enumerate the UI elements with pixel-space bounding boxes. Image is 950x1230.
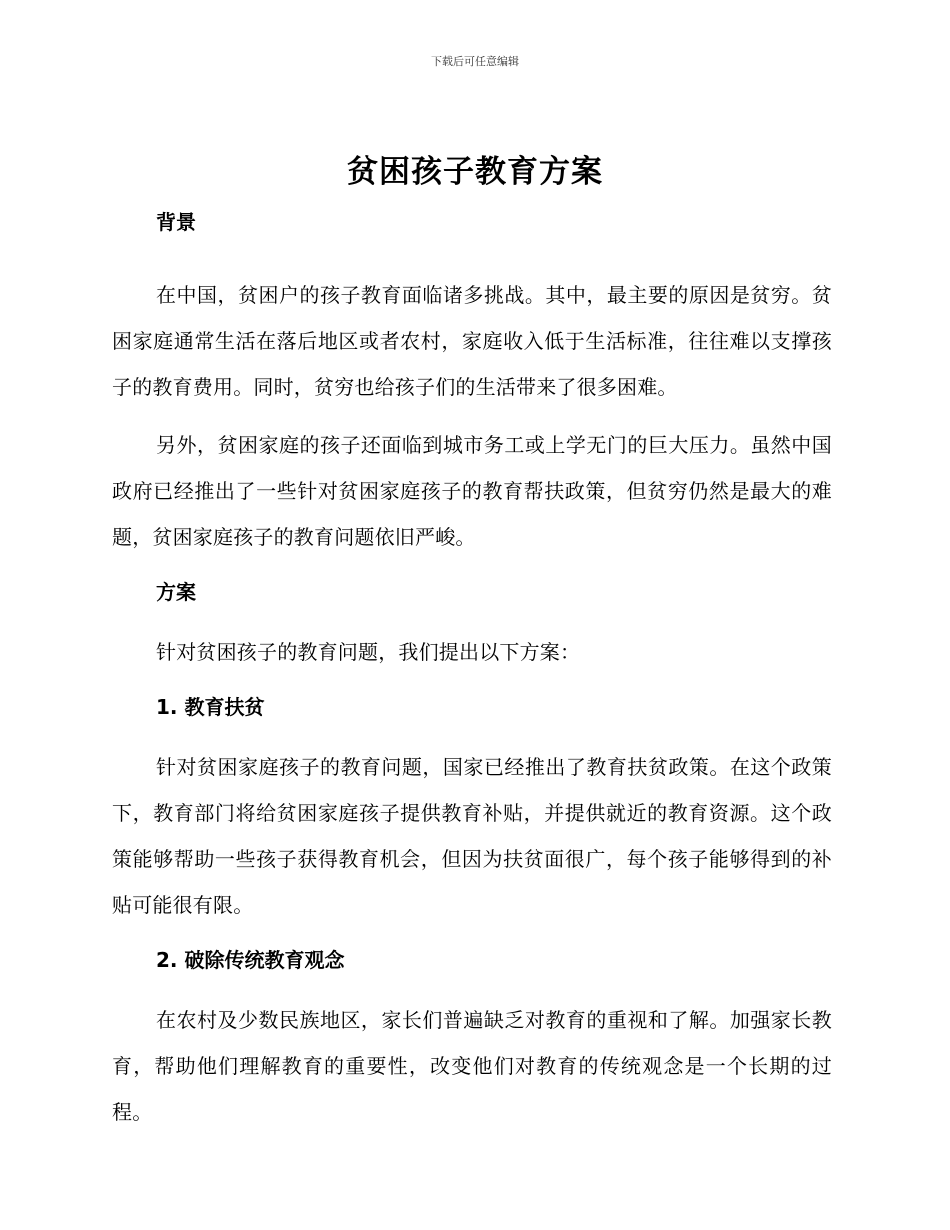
section-heading-item-1: 1. 教育扶贫 <box>156 695 265 719</box>
paragraph-background-1: 在中国，贫困户的孩子教育面临诸多挑战。其中，最主要的原因是贫穷。贫困家庭通常生活在落后地区或者农村，家庭收入低于生活标准，往往难以支撑孩子的教育费用。同时，贫穷也给孩子们的生活带来了很多困难。 <box>112 283 832 399</box>
paragraph-item-1: 针对贫困家庭孩子的教育问题，国家已经推出了教育扶贫政策。在这个政策下，教育部门将给贫困家庭孩子提供教育补贴，并提供就近的教育资源。这个政策能够帮助一些孩子获得教育机会，但因为扶贫面很广，每个孩子能够得到的补贴可能很有限。 <box>112 755 832 917</box>
paragraph-item-2: 在农村及少数民族地区，家长们普遍缺乏对教育的重视和了解。加强家长教育，帮助他们理解教育的重要性，改变他们对教育的传统观念是一个长期的过程。 <box>112 1008 832 1124</box>
document-title: 贫困孩子教育方案 <box>347 154 603 190</box>
section-heading-plan: 方案 <box>156 580 196 604</box>
document-body <box>112 202 832 1135</box>
section-heading-background: 背景 <box>156 210 196 234</box>
paragraph-background-2: 另外，贫困家庭的孩子还面临到城市务工或上学无门的巨大压力。虽然中国政府已经推出了一些针对贫困家庭孩子的教育帮扶政策，但贫穷仍然是最大的难题，贫困家庭孩子的教育问题依旧严峻。 <box>112 433 832 549</box>
section-heading-item-2: 2. 破除传统教育观念 <box>156 948 345 972</box>
paragraph-plan-intro: 针对贫困孩子的教育问题，我们提出以下方案： <box>156 640 581 664</box>
page-header-note: 下载后可任意编辑 <box>431 55 519 68</box>
